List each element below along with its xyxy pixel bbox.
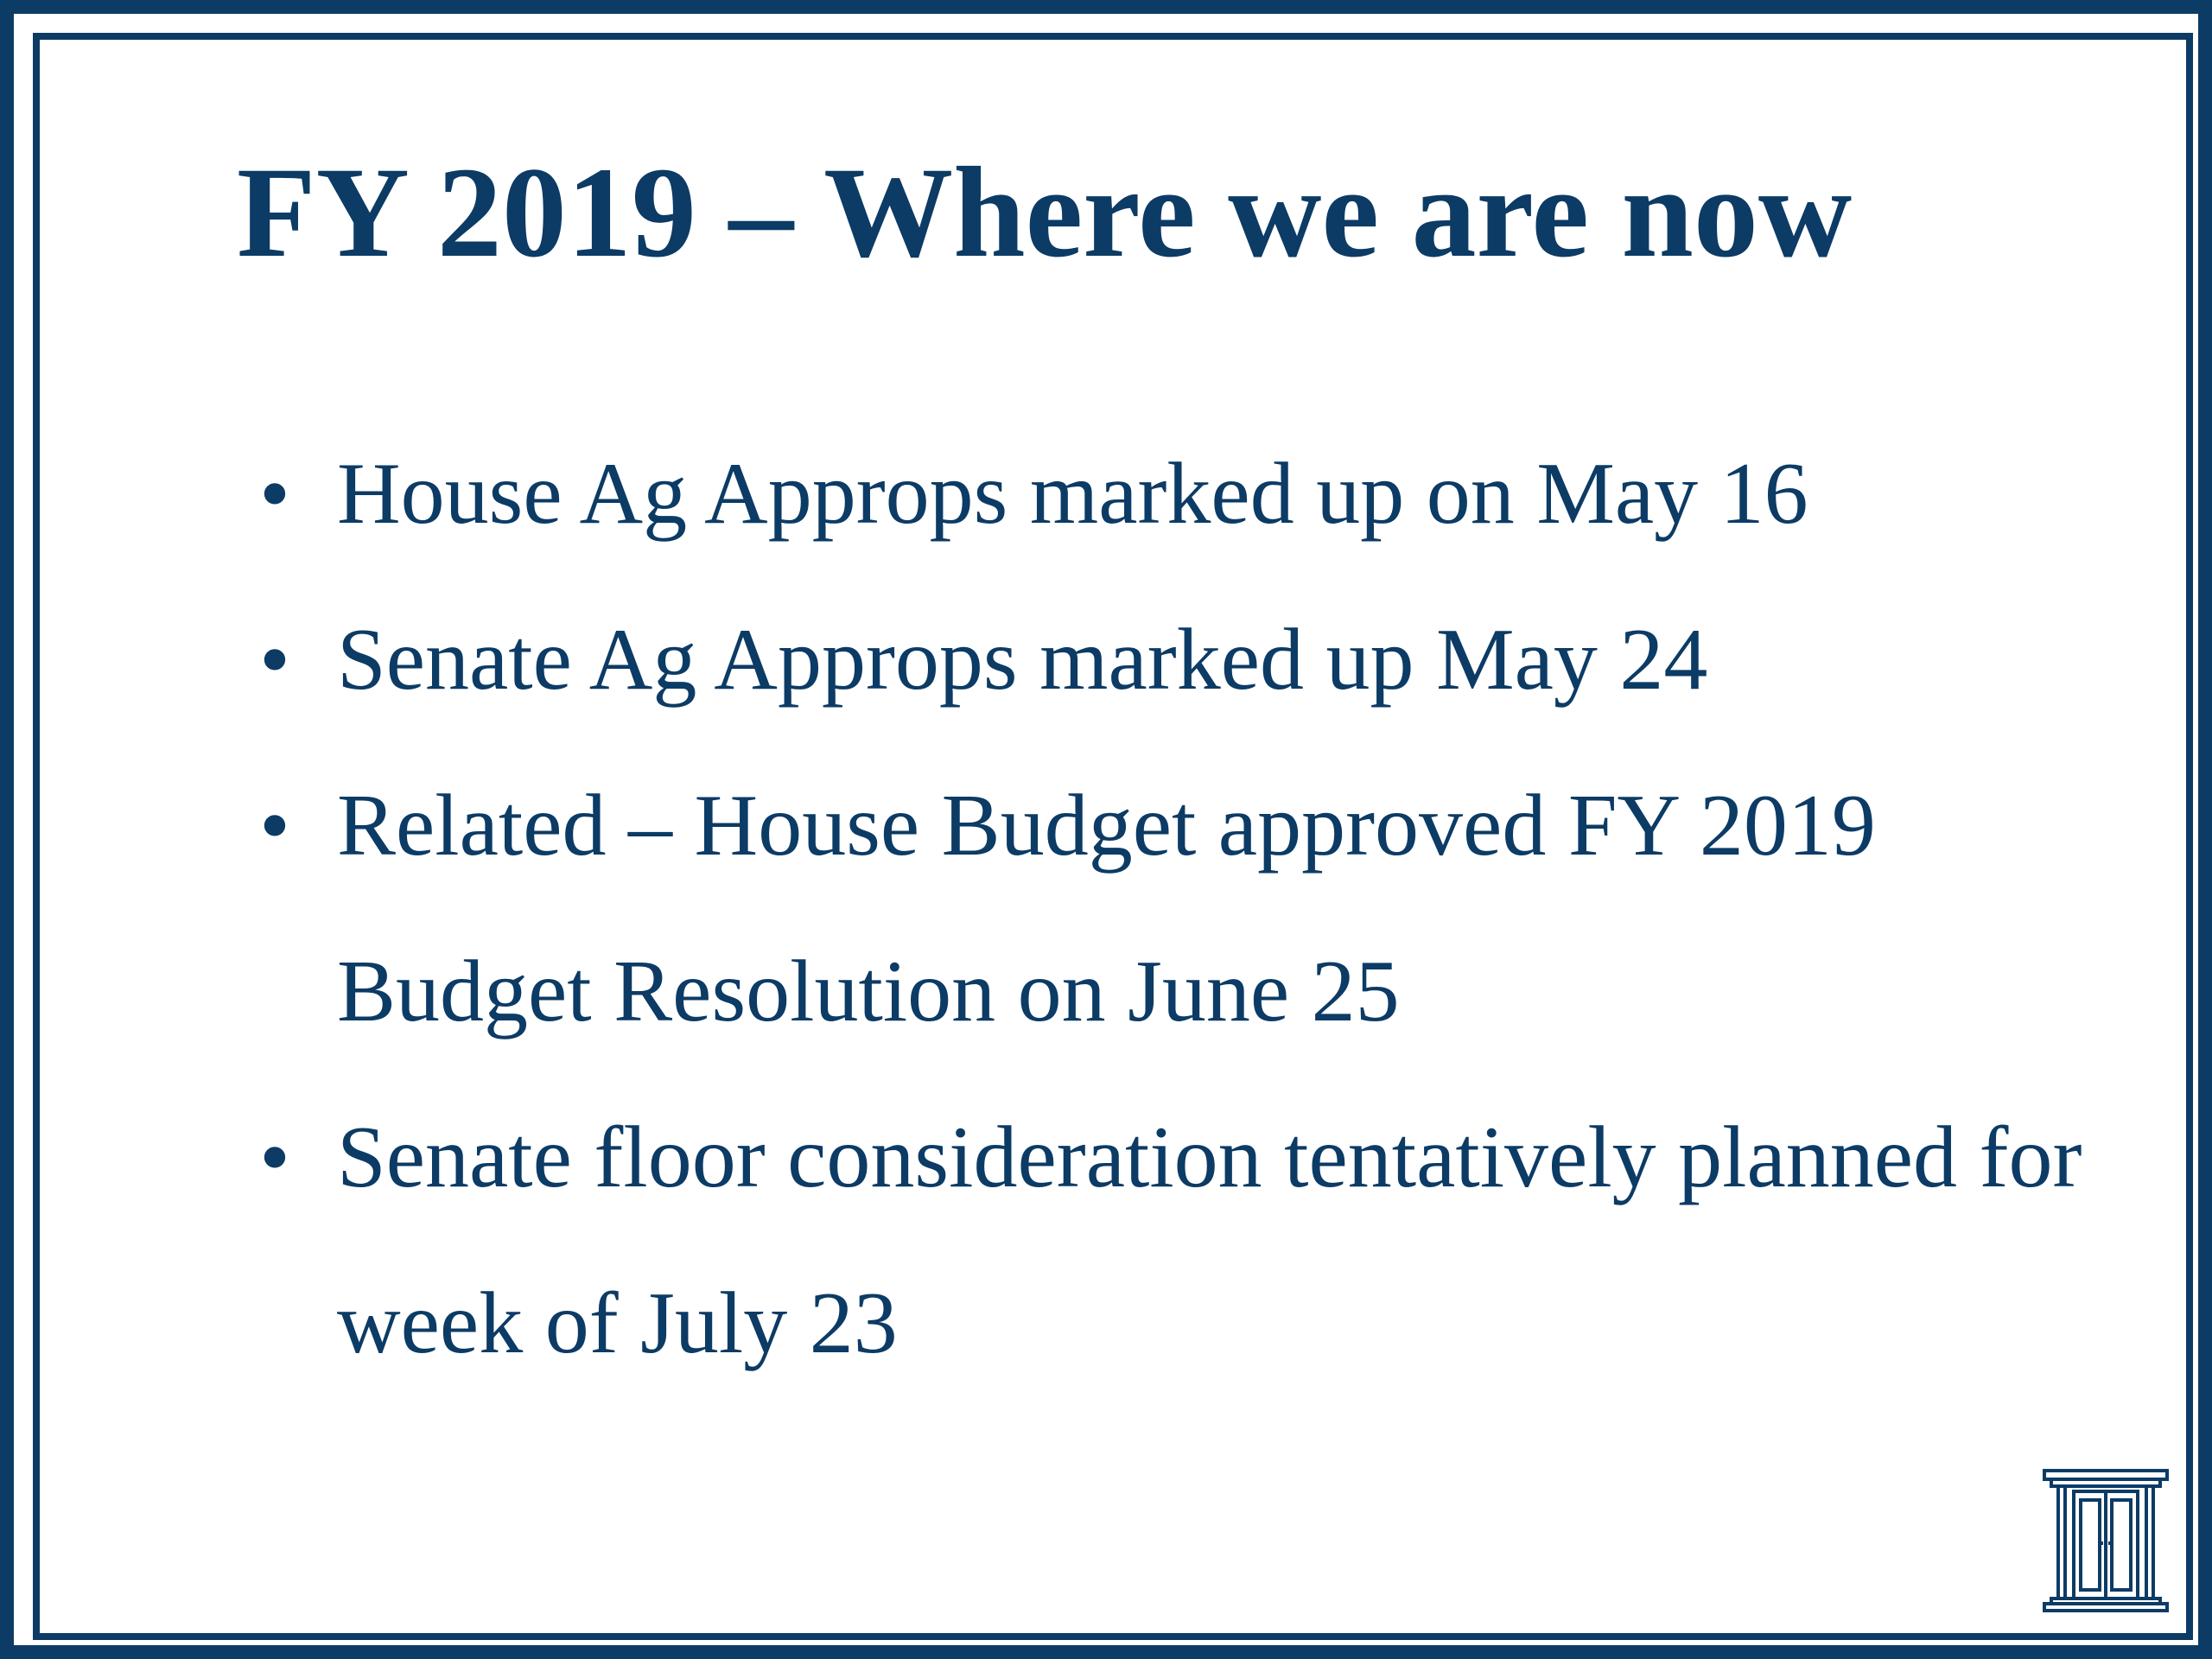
bullet-item <box>249 577 2107 743</box>
bullet-marker: • <box>259 445 290 543</box>
bullet-text: Related – House Budget approved FY 2019 Budget Resolution on June 25 <box>337 777 1876 1040</box>
bullet-marker: • <box>259 777 290 874</box>
bullet-text: Senate Ag Approps marked up May 24 <box>337 611 1708 709</box>
bullet-item <box>249 1075 2107 1407</box>
bullet-text: Senate floor consideration tentatively planned for week of July 23 <box>337 1109 2082 1372</box>
bullet-list <box>249 411 2107 1407</box>
bullet-text: House Ag Approps marked up on May 16 <box>337 445 1808 543</box>
bullet-marker: • <box>259 611 290 709</box>
bullet-marker: • <box>259 1109 290 1206</box>
doorway-building-icon <box>2043 1469 2169 1612</box>
bullet-item <box>249 743 2107 1075</box>
slide-title: FY 2019 – Where we are now <box>237 141 1853 284</box>
bullet-item <box>249 411 2107 577</box>
